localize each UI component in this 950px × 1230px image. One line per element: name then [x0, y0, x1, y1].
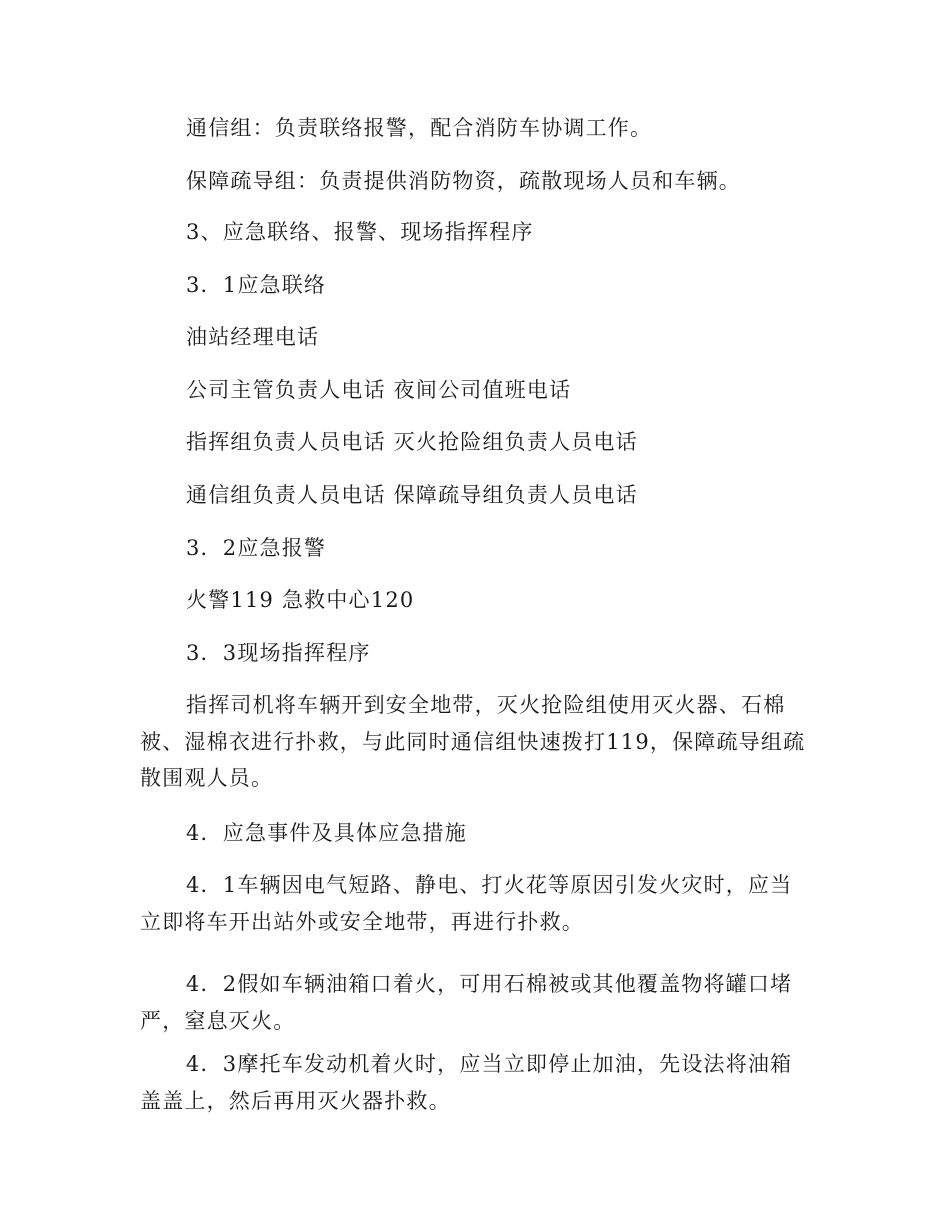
text-line: 3．1应急联络 — [186, 273, 327, 297]
paragraph-4-3: 4．3摩托车发动机着火时，应当立即停止加油，先设法将油箱盖盖上，然后再用灭火器扑救。 — [140, 1052, 793, 1113]
section-heading: 4．应急事件及具体应急措施 — [186, 821, 467, 845]
text-line: 通信组负责人员电话 保障疏导组负责人员电话 — [186, 483, 638, 507]
text-line: 火警119 急救中心120 — [186, 588, 415, 612]
paragraph-4-1: 4．1车辆因电气短路、静电、打火花等原因引发火灾时，应当立即将车开出站外或安全地带，再进行扑救。 — [140, 873, 793, 934]
text-line: 油站经理电话 — [186, 325, 320, 349]
text-line: 3、应急联络、报警、现场指挥程序 — [186, 220, 534, 244]
text-line: 保障疏导组：负责提供消防物资，疏散现场人员和车辆。 — [186, 169, 741, 193]
text-line: 3．2应急报警 — [186, 536, 327, 560]
paragraph-command-procedure: 指挥司机将车辆开到安全地带，灭火抢险组使用灭火器、石棉被、湿棉衣进行扑救，与此同时通信组快速拨打119，保障疏导组疏散围观人员。 — [140, 693, 806, 790]
text-line: 3．3现场指挥程序 — [186, 641, 371, 665]
text-line: 公司主管负责人电话 夜间公司值班电话 — [186, 378, 572, 402]
paragraph-4-2: 4．2假如车辆油箱口着火，可用石棉被或其他覆盖物将罐口堵严，窒息灭火。 — [140, 972, 793, 1033]
text-line: 指挥组负责人员电话 灭火抢险组负责人员电话 — [186, 430, 638, 454]
text-line: 通信组：负责联络报警，配合消防车协调工作。 — [186, 116, 653, 140]
